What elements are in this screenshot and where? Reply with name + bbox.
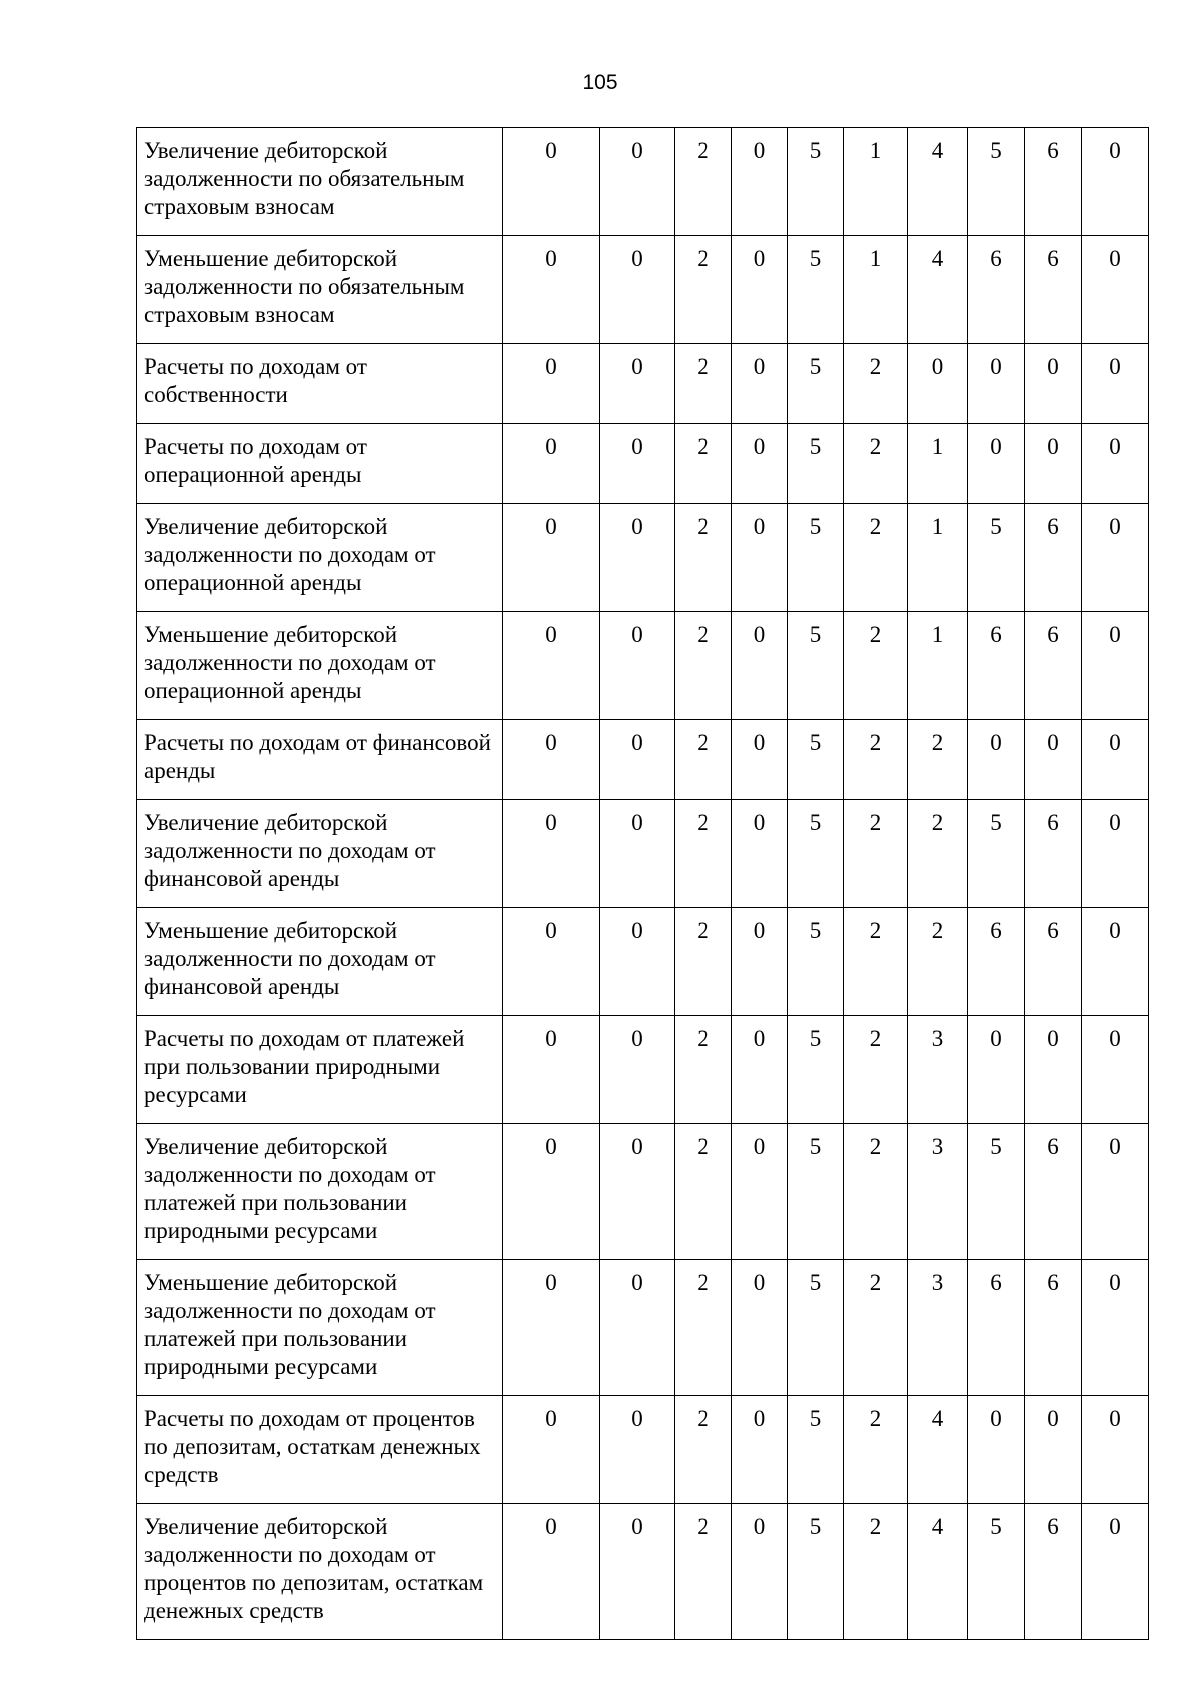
row-label: Увеличение дебиторской задолженности по доходам от финансовой аренды <box>137 800 503 908</box>
code-digit-cell: 1 <box>908 612 968 720</box>
row-label: Уменьшение дебиторской задолженности по доходам от операционной аренды <box>137 612 503 720</box>
code-digit-cell: 2 <box>675 720 732 800</box>
code-digit-cell: 5 <box>788 1260 844 1396</box>
code-digit-cell: 5 <box>788 236 844 344</box>
table-body <box>137 128 1149 1640</box>
table-row <box>137 908 1149 1016</box>
code-digit-cell: 1 <box>844 236 908 344</box>
code-digit-cell: 0 <box>600 128 675 236</box>
code-digit-cell: 6 <box>1025 128 1082 236</box>
row-label: Увеличение дебиторской задолженности по обязательным страховым взносам <box>137 128 503 236</box>
row-label: Уменьшение дебиторской задолженности по обязательным страховым взносам <box>137 236 503 344</box>
row-label: Расчеты по доходам от платежей при пользовании природными ресурсами <box>137 1016 503 1124</box>
code-digit-cell: 0 <box>968 1396 1025 1504</box>
code-digit-cell: 2 <box>675 800 732 908</box>
code-digit-cell: 2 <box>908 908 968 1016</box>
code-digit-cell: 0 <box>968 344 1025 424</box>
code-digit-cell: 5 <box>968 1124 1025 1260</box>
code-digit-cell: 5 <box>788 344 844 424</box>
code-digit-cell: 0 <box>908 344 968 424</box>
table-row <box>137 424 1149 504</box>
code-digit-cell: 2 <box>844 504 908 612</box>
code-digit-cell: 2 <box>675 128 732 236</box>
row-label: Уменьшение дебиторской задолженности по доходам от финансовой аренды <box>137 908 503 1016</box>
code-digit-cell: 6 <box>1025 236 1082 344</box>
code-digit-cell: 0 <box>1082 1504 1149 1640</box>
row-label: Расчеты по доходам от операционной аренды <box>137 424 503 504</box>
code-digit-cell: 6 <box>968 612 1025 720</box>
code-digit-cell: 2 <box>908 800 968 908</box>
code-digit-cell: 0 <box>1082 344 1149 424</box>
code-digit-cell: 0 <box>1025 424 1082 504</box>
code-digit-cell: 2 <box>675 1016 732 1124</box>
code-digit-cell: 0 <box>600 1396 675 1504</box>
row-label: Расчеты по доходам от финансовой аренды <box>137 720 503 800</box>
code-digit-cell: 2 <box>675 236 732 344</box>
code-digit-cell: 2 <box>844 612 908 720</box>
code-digit-cell: 0 <box>1082 1124 1149 1260</box>
code-digit-cell: 0 <box>600 1504 675 1640</box>
code-digit-cell: 1 <box>908 504 968 612</box>
table-row <box>137 504 1149 612</box>
code-digit-cell: 0 <box>503 424 600 504</box>
code-digit-cell: 0 <box>1082 612 1149 720</box>
code-digit-cell: 0 <box>732 720 788 800</box>
code-digit-cell: 2 <box>675 1396 732 1504</box>
code-digit-cell: 0 <box>503 800 600 908</box>
code-digit-cell: 0 <box>1025 1396 1082 1504</box>
code-digit-cell: 0 <box>1082 424 1149 504</box>
row-label: Увеличение дебиторской задолженности по доходам от операционной аренды <box>137 504 503 612</box>
code-digit-cell: 4 <box>908 128 968 236</box>
code-digit-cell: 0 <box>1082 1396 1149 1504</box>
code-digit-cell: 0 <box>1025 344 1082 424</box>
code-digit-cell: 0 <box>968 424 1025 504</box>
code-digit-cell: 5 <box>968 1504 1025 1640</box>
code-digit-cell: 6 <box>1025 504 1082 612</box>
code-digit-cell: 0 <box>600 344 675 424</box>
code-digit-cell: 5 <box>788 1396 844 1504</box>
code-digit-cell: 1 <box>844 128 908 236</box>
code-digit-cell: 6 <box>1025 800 1082 908</box>
code-digit-cell: 6 <box>1025 1260 1082 1396</box>
code-digit-cell: 0 <box>732 908 788 1016</box>
code-digit-cell: 0 <box>503 504 600 612</box>
code-digit-cell: 6 <box>968 1260 1025 1396</box>
code-digit-cell: 4 <box>908 1396 968 1504</box>
table-row <box>137 1016 1149 1124</box>
code-digit-cell: 0 <box>968 720 1025 800</box>
code-digit-cell: 0 <box>503 128 600 236</box>
code-digit-cell: 6 <box>1025 612 1082 720</box>
code-digit-cell: 2 <box>675 908 732 1016</box>
code-digit-cell: 2 <box>675 1124 732 1260</box>
code-digit-cell: 4 <box>908 1504 968 1640</box>
code-digit-cell: 0 <box>1082 800 1149 908</box>
table-row <box>137 128 1149 236</box>
code-digit-cell: 0 <box>503 1260 600 1396</box>
code-digit-cell: 5 <box>788 1124 844 1260</box>
code-digit-cell: 2 <box>675 1260 732 1396</box>
code-digit-cell: 2 <box>844 1260 908 1396</box>
table-row <box>137 800 1149 908</box>
code-digit-cell: 2 <box>844 1124 908 1260</box>
code-digit-cell: 5 <box>788 1504 844 1640</box>
table-row <box>137 1504 1149 1640</box>
code-digit-cell: 0 <box>968 1016 1025 1124</box>
code-digit-cell: 0 <box>1082 1016 1149 1124</box>
account-codes-table <box>136 127 1149 1640</box>
code-digit-cell: 0 <box>1082 1260 1149 1396</box>
code-digit-cell: 2 <box>844 720 908 800</box>
code-digit-cell: 3 <box>908 1124 968 1260</box>
code-digit-cell: 6 <box>968 908 1025 1016</box>
row-label: Увеличение дебиторской задолженности по доходам от платежей при пользовании природными ресурсами <box>137 1124 503 1260</box>
code-digit-cell: 0 <box>1025 720 1082 800</box>
code-digit-cell: 0 <box>1025 1016 1082 1124</box>
code-digit-cell: 2 <box>908 720 968 800</box>
code-digit-cell: 0 <box>503 1396 600 1504</box>
table-row <box>137 236 1149 344</box>
row-label: Расчеты по доходам от процентов по депозитам, остаткам денежных средств <box>137 1396 503 1504</box>
code-digit-cell: 0 <box>600 1124 675 1260</box>
row-label: Увеличение дебиторской задолженности по доходам от процентов по депозитам, остаткам денежных средств <box>137 1504 503 1640</box>
code-digit-cell: 0 <box>732 424 788 504</box>
code-digit-cell: 4 <box>908 236 968 344</box>
code-digit-cell: 0 <box>732 1504 788 1640</box>
code-digit-cell: 5 <box>788 800 844 908</box>
table-row <box>137 344 1149 424</box>
code-digit-cell: 5 <box>968 128 1025 236</box>
code-digit-cell: 5 <box>788 504 844 612</box>
code-digit-cell: 0 <box>732 800 788 908</box>
code-digit-cell: 2 <box>675 612 732 720</box>
code-digit-cell: 5 <box>788 720 844 800</box>
code-digit-cell: 0 <box>503 1016 600 1124</box>
code-digit-cell: 0 <box>732 1396 788 1504</box>
code-digit-cell: 0 <box>503 1124 600 1260</box>
code-digit-cell: 0 <box>600 612 675 720</box>
code-digit-cell: 0 <box>732 1260 788 1396</box>
code-digit-cell: 0 <box>1082 504 1149 612</box>
row-label: Расчеты по доходам от собственности <box>137 344 503 424</box>
code-digit-cell: 0 <box>732 128 788 236</box>
code-digit-cell: 0 <box>600 800 675 908</box>
code-digit-cell: 0 <box>600 908 675 1016</box>
table-row <box>137 720 1149 800</box>
code-digit-cell: 0 <box>732 1124 788 1260</box>
code-digit-cell: 1 <box>908 424 968 504</box>
code-digit-cell: 0 <box>732 504 788 612</box>
code-digit-cell: 6 <box>968 236 1025 344</box>
code-digit-cell: 6 <box>1025 1504 1082 1640</box>
code-digit-cell: 0 <box>1082 128 1149 236</box>
code-digit-cell: 5 <box>788 612 844 720</box>
code-digit-cell: 2 <box>844 1396 908 1504</box>
page-number: 105 <box>582 71 618 94</box>
code-digit-cell: 0 <box>600 424 675 504</box>
table-row <box>137 1396 1149 1504</box>
code-digit-cell: 6 <box>1025 908 1082 1016</box>
table-row <box>137 612 1149 720</box>
code-digit-cell: 2 <box>675 424 732 504</box>
code-digit-cell: 5 <box>788 908 844 1016</box>
code-digit-cell: 0 <box>732 236 788 344</box>
row-label: Уменьшение дебиторской задолженности по доходам от платежей при пользовании природными ресурсами <box>137 1260 503 1396</box>
code-digit-cell: 0 <box>732 1016 788 1124</box>
code-digit-cell: 0 <box>732 344 788 424</box>
code-digit-cell: 2 <box>844 1504 908 1640</box>
code-digit-cell: 0 <box>600 504 675 612</box>
code-digit-cell: 5 <box>788 1016 844 1124</box>
code-digit-cell: 0 <box>1082 236 1149 344</box>
code-digit-cell: 3 <box>908 1016 968 1124</box>
code-digit-cell: 5 <box>788 128 844 236</box>
code-digit-cell: 2 <box>844 908 908 1016</box>
code-digit-cell: 0 <box>1082 720 1149 800</box>
code-digit-cell: 2 <box>844 424 908 504</box>
code-digit-cell: 0 <box>600 1016 675 1124</box>
code-digit-cell: 2 <box>675 1504 732 1640</box>
code-digit-cell: 0 <box>732 612 788 720</box>
code-digit-cell: 2 <box>675 504 732 612</box>
code-digit-cell: 0 <box>600 1260 675 1396</box>
code-digit-cell: 5 <box>968 800 1025 908</box>
code-digit-cell: 0 <box>503 908 600 1016</box>
code-digit-cell: 0 <box>503 612 600 720</box>
code-digit-cell: 2 <box>675 344 732 424</box>
code-digit-cell: 0 <box>503 1504 600 1640</box>
code-digit-cell: 0 <box>503 344 600 424</box>
table-row <box>137 1260 1149 1396</box>
code-digit-cell: 0 <box>1082 908 1149 1016</box>
code-digit-cell: 0 <box>503 236 600 344</box>
code-digit-cell: 2 <box>844 344 908 424</box>
code-digit-cell: 0 <box>600 236 675 344</box>
code-digit-cell: 2 <box>844 800 908 908</box>
table-row <box>137 1124 1149 1260</box>
code-digit-cell: 2 <box>844 1016 908 1124</box>
code-digit-cell: 3 <box>908 1260 968 1396</box>
code-digit-cell: 6 <box>1025 1124 1082 1260</box>
code-digit-cell: 0 <box>600 720 675 800</box>
code-digit-cell: 5 <box>788 424 844 504</box>
code-digit-cell: 0 <box>503 720 600 800</box>
code-digit-cell: 5 <box>968 504 1025 612</box>
